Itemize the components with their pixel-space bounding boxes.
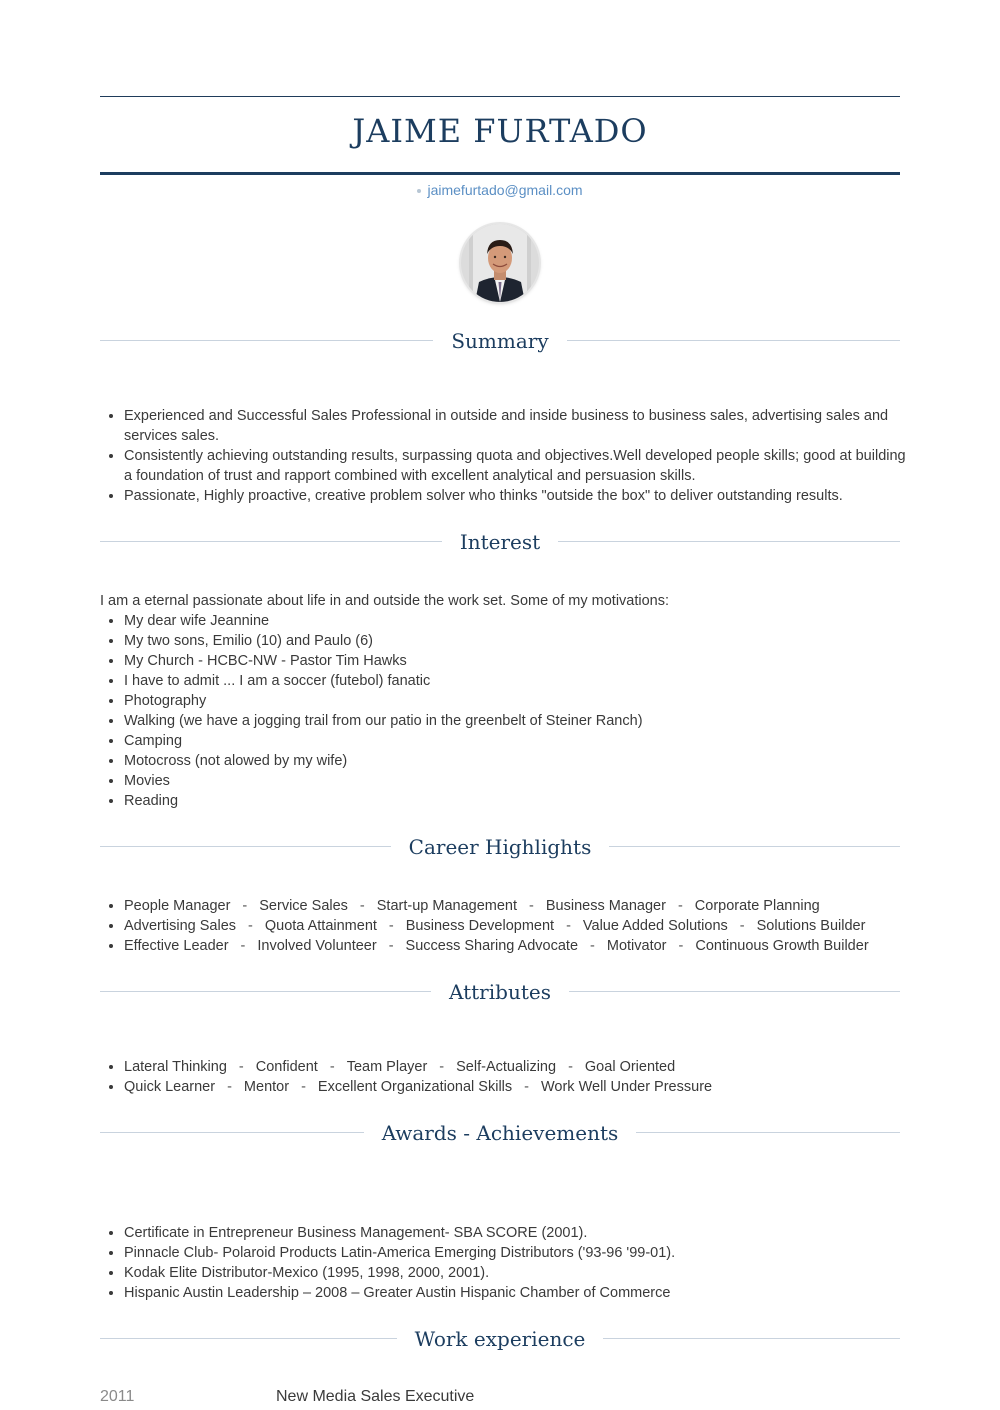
list-item: • My Church - HCBC-NW - Pastor Tim Hawks [124, 651, 914, 671]
skill: Value Added Solutions [582, 918, 728, 934]
work-heading-block [100, 1326, 900, 1352]
skill: People Manager [124, 898, 231, 914]
list-item: • People Manager - Service Sales - Start-up Management - Business Manager - Corporate Planning [124, 896, 914, 916]
skill: Quota Attainment [264, 918, 377, 934]
awards-list [100, 1223, 914, 1303]
list-item: • Certificate in Entrepreneur Business Management- SBA SCORE (2001). [124, 1223, 914, 1243]
skill: Motivator [606, 938, 667, 954]
attribute: Goal Oriented [584, 1059, 676, 1075]
attribute: Confident [255, 1059, 318, 1075]
attribute: Mentor [243, 1079, 290, 1095]
name-underline [100, 172, 900, 175]
attribute: Quick Learner [124, 1079, 216, 1095]
list-item: • Passionate, Highly proactive, creative problem solver who thinks "outside the box" to deliver outstanding results. [124, 486, 914, 506]
list-item: • Reading [124, 791, 914, 811]
list-item: • Hispanic Austin Leadership – 2008 – Greater Austin Hispanic Chamber of Commerce [124, 1283, 914, 1303]
candidate-name: JAIME FURTADO [352, 112, 648, 150]
list-item: • Effective Leader - Involved Volunteer - Success Sharing Advocate - Motivator - Continuous Growth Builder [124, 936, 914, 956]
skill: Service Sales [259, 898, 348, 914]
skill: Solutions Builder [756, 918, 866, 934]
list-item: • Camping [124, 731, 914, 751]
bullet-dot [417, 189, 421, 193]
list-item: • I have to admit ... I am a soccer (futebol) fanatic [124, 671, 914, 691]
attribute: Work Well Under Pressure [540, 1079, 713, 1095]
email-link[interactable]: jaimefurtado@gmail.com [427, 182, 583, 198]
summary-heading: Summary [433, 329, 566, 353]
list-item: • Advertising Sales - Quota Attainment - Business Development - Value Added Solutions - Solutions Builder [124, 916, 914, 936]
list-item: • Pinnacle Club- Polaroid Products Latin-America Emerging Distributors ('93-96 '99-01). [124, 1243, 914, 1263]
skill: Effective Leader [124, 938, 229, 954]
list-item: • Photography [124, 691, 914, 711]
work-heading: Work experience [397, 1327, 604, 1351]
attribute: Excellent Organizational Skills [317, 1079, 513, 1095]
skill: Business Manager [545, 898, 666, 914]
skill: Start-up Management [376, 898, 518, 914]
interest-list [100, 611, 914, 811]
list-item: • Quick Learner - Mentor - Excellent Organizational Skills - Work Well Under Pressure [124, 1077, 914, 1097]
profile-photo [461, 224, 539, 302]
list-item: • Motocross (not alowed by my wife) [124, 751, 914, 771]
career-heading-block [100, 834, 900, 860]
summary-list [100, 406, 914, 506]
attributes-heading-block [100, 979, 900, 1005]
top-rule [100, 96, 900, 97]
attribute: Team Player [346, 1059, 428, 1075]
list-item: • My dear wife Jeannine [124, 611, 914, 631]
awards-heading: Awards - Achievements [364, 1121, 637, 1145]
list-item: • Kodak Elite Distributor-Mexico (1995, 1998, 2000, 2001). [124, 1263, 914, 1283]
skill: Corporate Planning [694, 898, 820, 914]
career-heading: Career Highlights [391, 835, 610, 859]
work-year: 2011 [100, 1388, 135, 1405]
attribute: Self-Actualizing [456, 1059, 557, 1075]
skill: Business Development [405, 918, 555, 934]
awards-heading-block [100, 1120, 900, 1146]
list-item: • Experienced and Successful Sales Professional in outside and inside business to business sales, advertising sales and services sales. [124, 406, 914, 446]
attributes-heading: Attributes [431, 980, 569, 1004]
skill: Success Sharing Advocate [405, 938, 579, 954]
skill: Continuous Growth Builder [695, 938, 869, 954]
contact-line [100, 182, 900, 198]
list-item: • My two sons, Emilio (10) and Paulo (6) [124, 631, 914, 651]
interest-intro: I am a eternal passionate about life in and outside the work set. Some of my motivations: [100, 593, 670, 609]
list-item: • Consistently achieving outstanding results, surpassing quota and objectives.Well developed people skills; good at building a foundation of trust and rapport combined with excellent analytical and persuasion skills. [124, 446, 914, 486]
career-list [100, 896, 914, 956]
list-item: • Movies [124, 771, 914, 791]
interest-heading: Interest [442, 530, 558, 554]
list-item: • Walking (we have a jogging trail from our patio in the greenbelt of Steiner Ranch) [124, 711, 914, 731]
attributes-list [100, 1057, 914, 1097]
work-title: New Media Sales Executive [276, 1388, 475, 1405]
list-item: • Lateral Thinking - Confident - Team Player - Self-Actualizing - Goal Oriented [124, 1057, 914, 1077]
attribute: Lateral Thinking [124, 1059, 227, 1075]
interest-heading-block [100, 529, 900, 555]
skill: Advertising Sales [124, 918, 237, 934]
summary-heading-block [100, 328, 900, 354]
skill: Involved Volunteer [257, 938, 377, 954]
